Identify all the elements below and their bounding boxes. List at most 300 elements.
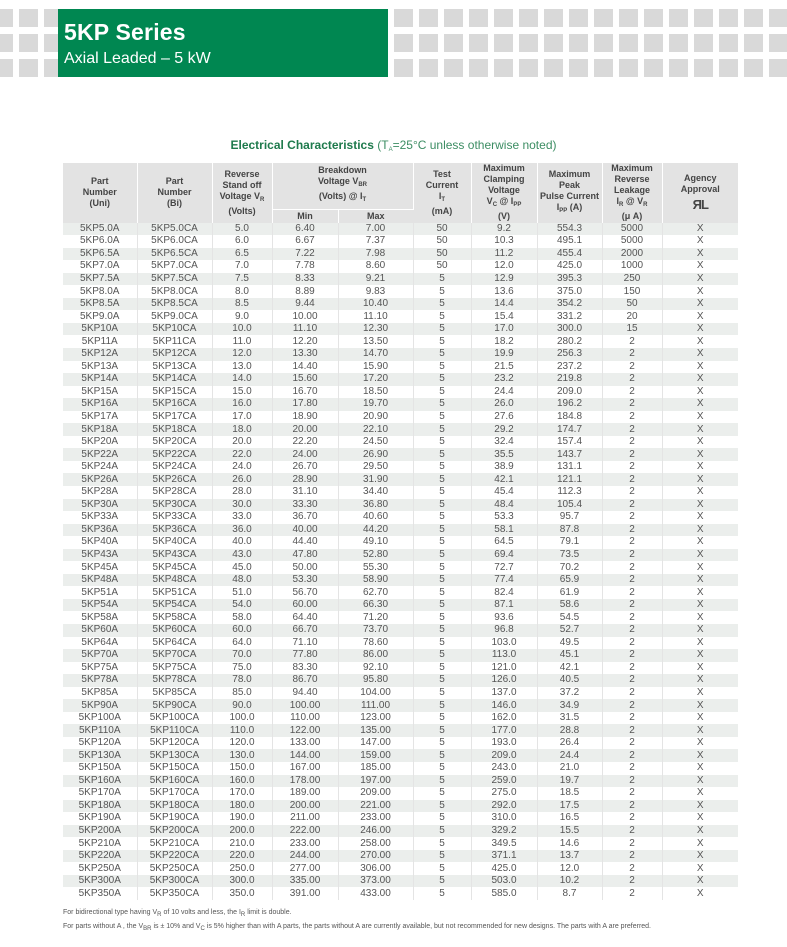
cell-ir: 2 bbox=[602, 687, 662, 700]
footnotes bbox=[63, 907, 651, 935]
cell-vbr-max: 18.50 bbox=[338, 386, 413, 399]
cell-agency: X bbox=[662, 637, 738, 650]
cell-ipp: 184.8 bbox=[537, 411, 602, 424]
cell-part-bi: 5KP120CA bbox=[137, 737, 212, 750]
cell-agency: X bbox=[662, 674, 738, 687]
table-row bbox=[63, 473, 738, 486]
cell-ipp: 21.0 bbox=[537, 762, 602, 775]
cell-vbr-min: 6.67 bbox=[272, 235, 338, 248]
cell-it: 5 bbox=[413, 273, 471, 286]
cell-vr: 70.0 bbox=[212, 649, 272, 662]
cell-vbr-min: 178.00 bbox=[272, 775, 338, 788]
cell-vr: 10.0 bbox=[212, 323, 272, 336]
cell-part-bi: 5KP58CA bbox=[137, 611, 212, 624]
cell-part-uni: 5KP10A bbox=[63, 323, 137, 336]
cell-part-uni: 5KP18A bbox=[63, 423, 137, 436]
cell-part-uni: 5KP14A bbox=[63, 373, 137, 386]
cell-agency: X bbox=[662, 461, 738, 474]
cell-agency: X bbox=[662, 473, 738, 486]
header-tile bbox=[469, 59, 488, 77]
cell-vc: 209.0 bbox=[471, 749, 537, 762]
cell-vc: 38.9 bbox=[471, 461, 537, 474]
cell-ir: 2 bbox=[602, 637, 662, 650]
cell-vc: 82.4 bbox=[471, 586, 537, 599]
cell-vc: 146.0 bbox=[471, 699, 537, 712]
cell-ipp: 209.0 bbox=[537, 386, 602, 399]
cell-vc: 162.0 bbox=[471, 712, 537, 725]
cell-part-bi: 5KP75CA bbox=[137, 662, 212, 675]
cell-agency: X bbox=[662, 323, 738, 336]
cell-part-bi: 5KP30CA bbox=[137, 499, 212, 512]
cell-ir: 2 bbox=[602, 837, 662, 850]
table-row bbox=[63, 812, 738, 825]
cell-vc: 103.0 bbox=[471, 637, 537, 650]
cell-vr: 48.0 bbox=[212, 574, 272, 587]
cell-ipp: 12.0 bbox=[537, 862, 602, 875]
cell-agency: X bbox=[662, 285, 738, 298]
cell-ir: 2 bbox=[602, 549, 662, 562]
cell-part-uni: 5KP130A bbox=[63, 749, 137, 762]
cell-vr: 15.0 bbox=[212, 386, 272, 399]
cell-ipp: 18.5 bbox=[537, 787, 602, 800]
cell-ir: 2 bbox=[602, 674, 662, 687]
cell-ir: 15 bbox=[602, 323, 662, 336]
table-row bbox=[63, 637, 738, 650]
cell-vbr-min: 77.80 bbox=[272, 649, 338, 662]
cell-vc: 349.5 bbox=[471, 837, 537, 850]
cell-part-bi: 5KP8.5CA bbox=[137, 298, 212, 311]
cell-part-uni: 5KP9.0A bbox=[63, 310, 137, 323]
cell-vbr-max: 246.00 bbox=[338, 825, 413, 838]
cell-vbr-min: 22.20 bbox=[272, 436, 338, 449]
cell-vbr-max: 8.60 bbox=[338, 260, 413, 273]
table-row bbox=[63, 875, 738, 888]
cell-it: 5 bbox=[413, 624, 471, 637]
cell-vbr-min: 222.00 bbox=[272, 825, 338, 838]
cell-it: 5 bbox=[413, 423, 471, 436]
cell-agency: X bbox=[662, 712, 738, 725]
cell-vc: 371.1 bbox=[471, 850, 537, 863]
header-tile bbox=[19, 59, 38, 77]
header-tile bbox=[494, 34, 513, 52]
cell-ir: 2 bbox=[602, 800, 662, 813]
cell-ipp: 73.5 bbox=[537, 549, 602, 562]
header-tile bbox=[569, 59, 588, 77]
cell-vbr-min: 16.70 bbox=[272, 386, 338, 399]
cell-part-uni: 5KP100A bbox=[63, 712, 137, 725]
cell-vc: 18.2 bbox=[471, 335, 537, 348]
cell-vbr-min: 100.00 bbox=[272, 699, 338, 712]
header-tile bbox=[469, 9, 488, 27]
cell-vr: 6.5 bbox=[212, 248, 272, 261]
cell-part-bi: 5KP6.5CA bbox=[137, 248, 212, 261]
cell-vc: 42.1 bbox=[471, 473, 537, 486]
cell-part-uni: 5KP64A bbox=[63, 637, 137, 650]
cell-ir: 2 bbox=[602, 461, 662, 474]
cell-agency: X bbox=[662, 875, 738, 888]
cell-vc: 585.0 bbox=[471, 887, 537, 900]
cell-vc: 11.2 bbox=[471, 248, 537, 261]
cell-vr: 180.0 bbox=[212, 800, 272, 813]
cell-vr: 75.0 bbox=[212, 662, 272, 675]
header-tile bbox=[594, 59, 613, 77]
header-tile bbox=[744, 9, 763, 27]
cell-it: 5 bbox=[413, 662, 471, 675]
cell-ipp: 24.4 bbox=[537, 749, 602, 762]
cell-vr: 120.0 bbox=[212, 737, 272, 750]
header-tile bbox=[694, 34, 713, 52]
cell-it: 5 bbox=[413, 373, 471, 386]
cell-it: 5 bbox=[413, 335, 471, 348]
cell-vbr-min: 391.00 bbox=[272, 887, 338, 900]
cell-ipp: 280.2 bbox=[537, 335, 602, 348]
cell-ipp: 425.0 bbox=[537, 260, 602, 273]
table-row bbox=[63, 411, 738, 424]
cell-ipp: 219.8 bbox=[537, 373, 602, 386]
cell-agency: X bbox=[662, 248, 738, 261]
cell-it: 5 bbox=[413, 649, 471, 662]
cell-vc: 113.0 bbox=[471, 649, 537, 662]
section-condition: ($T_A=25^\circ C$ unless otherwise noted) bbox=[377, 138, 557, 153]
cell-vc: 425.0 bbox=[471, 862, 537, 875]
table-row bbox=[63, 223, 738, 236]
cell-ipp: 79.1 bbox=[537, 536, 602, 549]
cell-vbr-max: 78.60 bbox=[338, 637, 413, 650]
header-tile bbox=[569, 34, 588, 52]
cell-it: 5 bbox=[413, 285, 471, 298]
table-body bbox=[63, 223, 738, 901]
cell-agency: X bbox=[662, 524, 738, 537]
cell-it: 50 bbox=[413, 248, 471, 261]
cell-vbr-min: 24.00 bbox=[272, 448, 338, 461]
footnote-2: For parts without A , the $V_{BR}$ is ± 10% and $V_C$ is 5% higher than with A parts, the parts without A are currently available, but not recommended for new designs. The parts with A are preferred. bbox=[63, 923, 651, 932]
header-tile bbox=[0, 9, 13, 27]
cell-vbr-min: 122.00 bbox=[272, 724, 338, 737]
cell-ir: 2 bbox=[602, 398, 662, 411]
header-tile bbox=[619, 9, 638, 27]
cell-vbr-max: 7.98 bbox=[338, 248, 413, 261]
cell-it: 5 bbox=[413, 436, 471, 449]
cell-it: 5 bbox=[413, 775, 471, 788]
cell-part-uni: 5KP350A bbox=[63, 887, 137, 900]
cell-ipp: 331.2 bbox=[537, 310, 602, 323]
cell-vr: 12.0 bbox=[212, 348, 272, 361]
section-heading bbox=[0, 138, 787, 153]
cell-agency: X bbox=[662, 687, 738, 700]
cell-ipp: 87.8 bbox=[537, 524, 602, 537]
cell-vc: 503.0 bbox=[471, 875, 537, 888]
cell-it: 5 bbox=[413, 787, 471, 800]
cell-part-bi: 5KP220CA bbox=[137, 850, 212, 863]
cell-part-uni: 5KP110A bbox=[63, 724, 137, 737]
header-tile bbox=[669, 34, 688, 52]
cell-vbr-max: 36.80 bbox=[338, 499, 413, 512]
cell-vc: 10.3 bbox=[471, 235, 537, 248]
cell-ir: 50 bbox=[602, 298, 662, 311]
cell-vc: 69.4 bbox=[471, 549, 537, 562]
table-row bbox=[63, 674, 738, 687]
cell-it: 5 bbox=[413, 800, 471, 813]
cell-ir: 2 bbox=[602, 862, 662, 875]
cell-part-uni: 5KP5.0A bbox=[63, 223, 137, 236]
cell-agency: X bbox=[662, 386, 738, 399]
cell-it: 5 bbox=[413, 687, 471, 700]
cell-vbr-max: 95.80 bbox=[338, 674, 413, 687]
cell-vbr-max: 13.50 bbox=[338, 335, 413, 348]
cell-agency: X bbox=[662, 724, 738, 737]
table-row bbox=[63, 549, 738, 562]
cell-part-uni: 5KP75A bbox=[63, 662, 137, 675]
cell-ir: 2 bbox=[602, 737, 662, 750]
cell-vbr-min: 189.00 bbox=[272, 787, 338, 800]
header-tile bbox=[394, 34, 413, 52]
cell-part-bi: 5KP190CA bbox=[137, 812, 212, 825]
cell-vc: 275.0 bbox=[471, 787, 537, 800]
cell-ipp: 143.7 bbox=[537, 448, 602, 461]
cell-vc: 19.9 bbox=[471, 348, 537, 361]
cell-part-bi: 5KP130CA bbox=[137, 749, 212, 762]
cell-ir: 5000 bbox=[602, 223, 662, 236]
cell-part-uni: 5KP300A bbox=[63, 875, 137, 888]
cell-part-uni: 5KP120A bbox=[63, 737, 137, 750]
cell-ir: 2 bbox=[602, 775, 662, 788]
cell-it: 5 bbox=[413, 737, 471, 750]
header-tile bbox=[744, 59, 763, 77]
cell-part-bi: 5KP7.0CA bbox=[137, 260, 212, 273]
cell-ipp: 455.4 bbox=[537, 248, 602, 261]
header-tile bbox=[494, 59, 513, 77]
cell-vr: 170.0 bbox=[212, 787, 272, 800]
series-title: 5KP Series bbox=[64, 19, 186, 45]
table-row bbox=[63, 850, 738, 863]
cell-ir: 2000 bbox=[602, 248, 662, 261]
agency-label: Agency Approval bbox=[680, 173, 720, 195]
cell-it: 5 bbox=[413, 549, 471, 562]
cell-vbr-max: 26.90 bbox=[338, 448, 413, 461]
cell-vbr-max: 9.83 bbox=[338, 285, 413, 298]
cell-ir: 2 bbox=[602, 662, 662, 675]
cell-vr: 8.0 bbox=[212, 285, 272, 298]
col-header-vbr-max: Max bbox=[338, 209, 413, 223]
cell-ipp: 42.1 bbox=[537, 662, 602, 675]
cell-vbr-max: 52.80 bbox=[338, 549, 413, 562]
cell-part-bi: 5KP18CA bbox=[137, 423, 212, 436]
table-row bbox=[63, 235, 738, 248]
cell-part-bi: 5KP15CA bbox=[137, 386, 212, 399]
cell-agency: X bbox=[662, 361, 738, 374]
cell-it: 5 bbox=[413, 574, 471, 587]
header-tile bbox=[669, 9, 688, 27]
cell-part-bi: 5KP12CA bbox=[137, 348, 212, 361]
cell-vc: 24.4 bbox=[471, 386, 537, 399]
series-banner bbox=[58, 9, 388, 77]
cell-part-bi: 5KP54CA bbox=[137, 599, 212, 612]
cell-vr: 22.0 bbox=[212, 448, 272, 461]
cell-ipp: 28.8 bbox=[537, 724, 602, 737]
cell-part-bi: 5KP170CA bbox=[137, 787, 212, 800]
cell-vc: 53.3 bbox=[471, 511, 537, 524]
cell-part-uni: 5KP11A bbox=[63, 335, 137, 348]
cell-vbr-min: 66.70 bbox=[272, 624, 338, 637]
header-tile bbox=[519, 9, 538, 27]
cell-ipp: 8.7 bbox=[537, 887, 602, 900]
cell-vbr-min: 40.00 bbox=[272, 524, 338, 537]
cell-vbr-min: 10.00 bbox=[272, 310, 338, 323]
cell-part-uni: 5KP20A bbox=[63, 436, 137, 449]
cell-part-bi: 5KP43CA bbox=[137, 549, 212, 562]
cell-agency: X bbox=[662, 486, 738, 499]
cell-part-bi: 5KP40CA bbox=[137, 536, 212, 549]
cell-agency: X bbox=[662, 837, 738, 850]
cell-vr: 5.0 bbox=[212, 223, 272, 236]
cell-vbr-min: 110.00 bbox=[272, 712, 338, 725]
table-row bbox=[63, 398, 738, 411]
cell-part-uni: 5KP15A bbox=[63, 386, 137, 399]
cell-ir: 2 bbox=[602, 624, 662, 637]
cell-vbr-min: 71.10 bbox=[272, 637, 338, 650]
cell-vr: 100.0 bbox=[212, 712, 272, 725]
cell-vbr-min: 9.44 bbox=[272, 298, 338, 311]
cell-agency: X bbox=[662, 850, 738, 863]
cell-vr: 13.0 bbox=[212, 361, 272, 374]
cell-ipp: 14.6 bbox=[537, 837, 602, 850]
table-row bbox=[63, 699, 738, 712]
cell-part-bi: 5KP60CA bbox=[137, 624, 212, 637]
header-tile bbox=[644, 9, 663, 27]
col-header-part-uni: Part Number (Uni) bbox=[63, 163, 137, 223]
cell-vbr-max: 11.10 bbox=[338, 310, 413, 323]
header-tile bbox=[719, 9, 738, 27]
cell-agency: X bbox=[662, 599, 738, 612]
table-row bbox=[63, 524, 738, 537]
cell-ipp: 112.3 bbox=[537, 486, 602, 499]
header-tile bbox=[444, 34, 463, 52]
cell-vbr-max: 55.30 bbox=[338, 561, 413, 574]
header-tile bbox=[769, 9, 787, 27]
cell-ipp: 37.2 bbox=[537, 687, 602, 700]
cell-ir: 2 bbox=[602, 724, 662, 737]
header-tile bbox=[594, 9, 613, 27]
cell-part-uni: 5KP26A bbox=[63, 473, 137, 486]
cell-ir: 2 bbox=[602, 586, 662, 599]
cell-part-bi: 5KP17CA bbox=[137, 411, 212, 424]
cell-ir: 2 bbox=[602, 486, 662, 499]
col-header-vbr-min: Min bbox=[272, 209, 338, 223]
cell-vbr-max: 66.30 bbox=[338, 599, 413, 612]
cell-part-bi: 5KP36CA bbox=[137, 524, 212, 537]
cell-part-bi: 5KP150CA bbox=[137, 762, 212, 775]
cell-vc: 32.4 bbox=[471, 436, 537, 449]
cell-vr: 90.0 bbox=[212, 699, 272, 712]
cell-vc: 96.8 bbox=[471, 624, 537, 637]
cell-vr: 9.0 bbox=[212, 310, 272, 323]
cell-vr: 150.0 bbox=[212, 762, 272, 775]
cell-it: 5 bbox=[413, 473, 471, 486]
cell-part-uni: 5KP58A bbox=[63, 611, 137, 624]
cell-vbr-min: 94.40 bbox=[272, 687, 338, 700]
cell-vr: 58.0 bbox=[212, 611, 272, 624]
cell-ipp: 45.1 bbox=[537, 649, 602, 662]
header-tile bbox=[769, 34, 787, 52]
cell-part-uni: 5KP160A bbox=[63, 775, 137, 788]
header-tile bbox=[419, 34, 438, 52]
cell-part-uni: 5KP180A bbox=[63, 800, 137, 813]
table-row bbox=[63, 724, 738, 737]
cell-vr: 85.0 bbox=[212, 687, 272, 700]
cell-vr: 210.0 bbox=[212, 837, 272, 850]
cell-part-uni: 5KP220A bbox=[63, 850, 137, 863]
header-tile bbox=[719, 59, 738, 77]
cell-ipp: 65.9 bbox=[537, 574, 602, 587]
cell-agency: X bbox=[662, 549, 738, 562]
cell-vbr-max: 17.20 bbox=[338, 373, 413, 386]
cell-ir: 2 bbox=[602, 875, 662, 888]
cell-ipp: 354.2 bbox=[537, 298, 602, 311]
cell-it: 5 bbox=[413, 749, 471, 762]
header-tile bbox=[644, 59, 663, 77]
cell-it: 5 bbox=[413, 386, 471, 399]
cell-part-bi: 5KP26CA bbox=[137, 473, 212, 486]
cell-part-uni: 5KP28A bbox=[63, 486, 137, 499]
cell-ipp: 10.2 bbox=[537, 875, 602, 888]
cell-ipp: 26.4 bbox=[537, 737, 602, 750]
cell-agency: X bbox=[662, 499, 738, 512]
cell-part-bi: 5KP51CA bbox=[137, 586, 212, 599]
cell-part-bi: 5KP210CA bbox=[137, 837, 212, 850]
cell-part-bi: 5KP14CA bbox=[137, 373, 212, 386]
cell-part-bi: 5KP28CA bbox=[137, 486, 212, 499]
cell-vbr-max: 49.10 bbox=[338, 536, 413, 549]
cell-part-uni: 5KP200A bbox=[63, 825, 137, 838]
cell-ipp: 131.1 bbox=[537, 461, 602, 474]
cell-vbr-min: 12.20 bbox=[272, 335, 338, 348]
cell-vc: 15.4 bbox=[471, 310, 537, 323]
cell-part-uni: 5KP6.0A bbox=[63, 235, 137, 248]
cell-vc: 21.5 bbox=[471, 361, 537, 374]
cell-part-bi: 5KP64CA bbox=[137, 637, 212, 650]
cell-vbr-min: 7.22 bbox=[272, 248, 338, 261]
cell-ir: 250 bbox=[602, 273, 662, 286]
cell-part-uni: 5KP8.5A bbox=[63, 298, 137, 311]
table-row bbox=[63, 737, 738, 750]
table-row bbox=[63, 762, 738, 775]
header-tile bbox=[0, 34, 13, 52]
table-row bbox=[63, 423, 738, 436]
cell-vc: 48.4 bbox=[471, 499, 537, 512]
col-header-it: Test Current $I_T$ (mA) bbox=[413, 163, 471, 223]
cell-vbr-max: 34.40 bbox=[338, 486, 413, 499]
table-row bbox=[63, 310, 738, 323]
cell-vbr-max: 209.00 bbox=[338, 787, 413, 800]
cell-vbr-min: 233.00 bbox=[272, 837, 338, 850]
cell-it: 5 bbox=[413, 850, 471, 863]
cell-vc: 137.0 bbox=[471, 687, 537, 700]
cell-vbr-min: 64.40 bbox=[272, 611, 338, 624]
table-row bbox=[63, 599, 738, 612]
table-row bbox=[63, 800, 738, 813]
cell-vr: 30.0 bbox=[212, 499, 272, 512]
header-tile bbox=[544, 34, 563, 52]
cell-vr: 54.0 bbox=[212, 599, 272, 612]
cell-vbr-max: 135.00 bbox=[338, 724, 413, 737]
cell-vbr-min: 277.00 bbox=[272, 862, 338, 875]
cell-vc: 193.0 bbox=[471, 737, 537, 750]
cell-vbr-min: 33.30 bbox=[272, 499, 338, 512]
cell-it: 5 bbox=[413, 724, 471, 737]
cell-ir: 150 bbox=[602, 285, 662, 298]
cell-vr: 24.0 bbox=[212, 461, 272, 474]
cell-part-bi: 5KP350CA bbox=[137, 887, 212, 900]
